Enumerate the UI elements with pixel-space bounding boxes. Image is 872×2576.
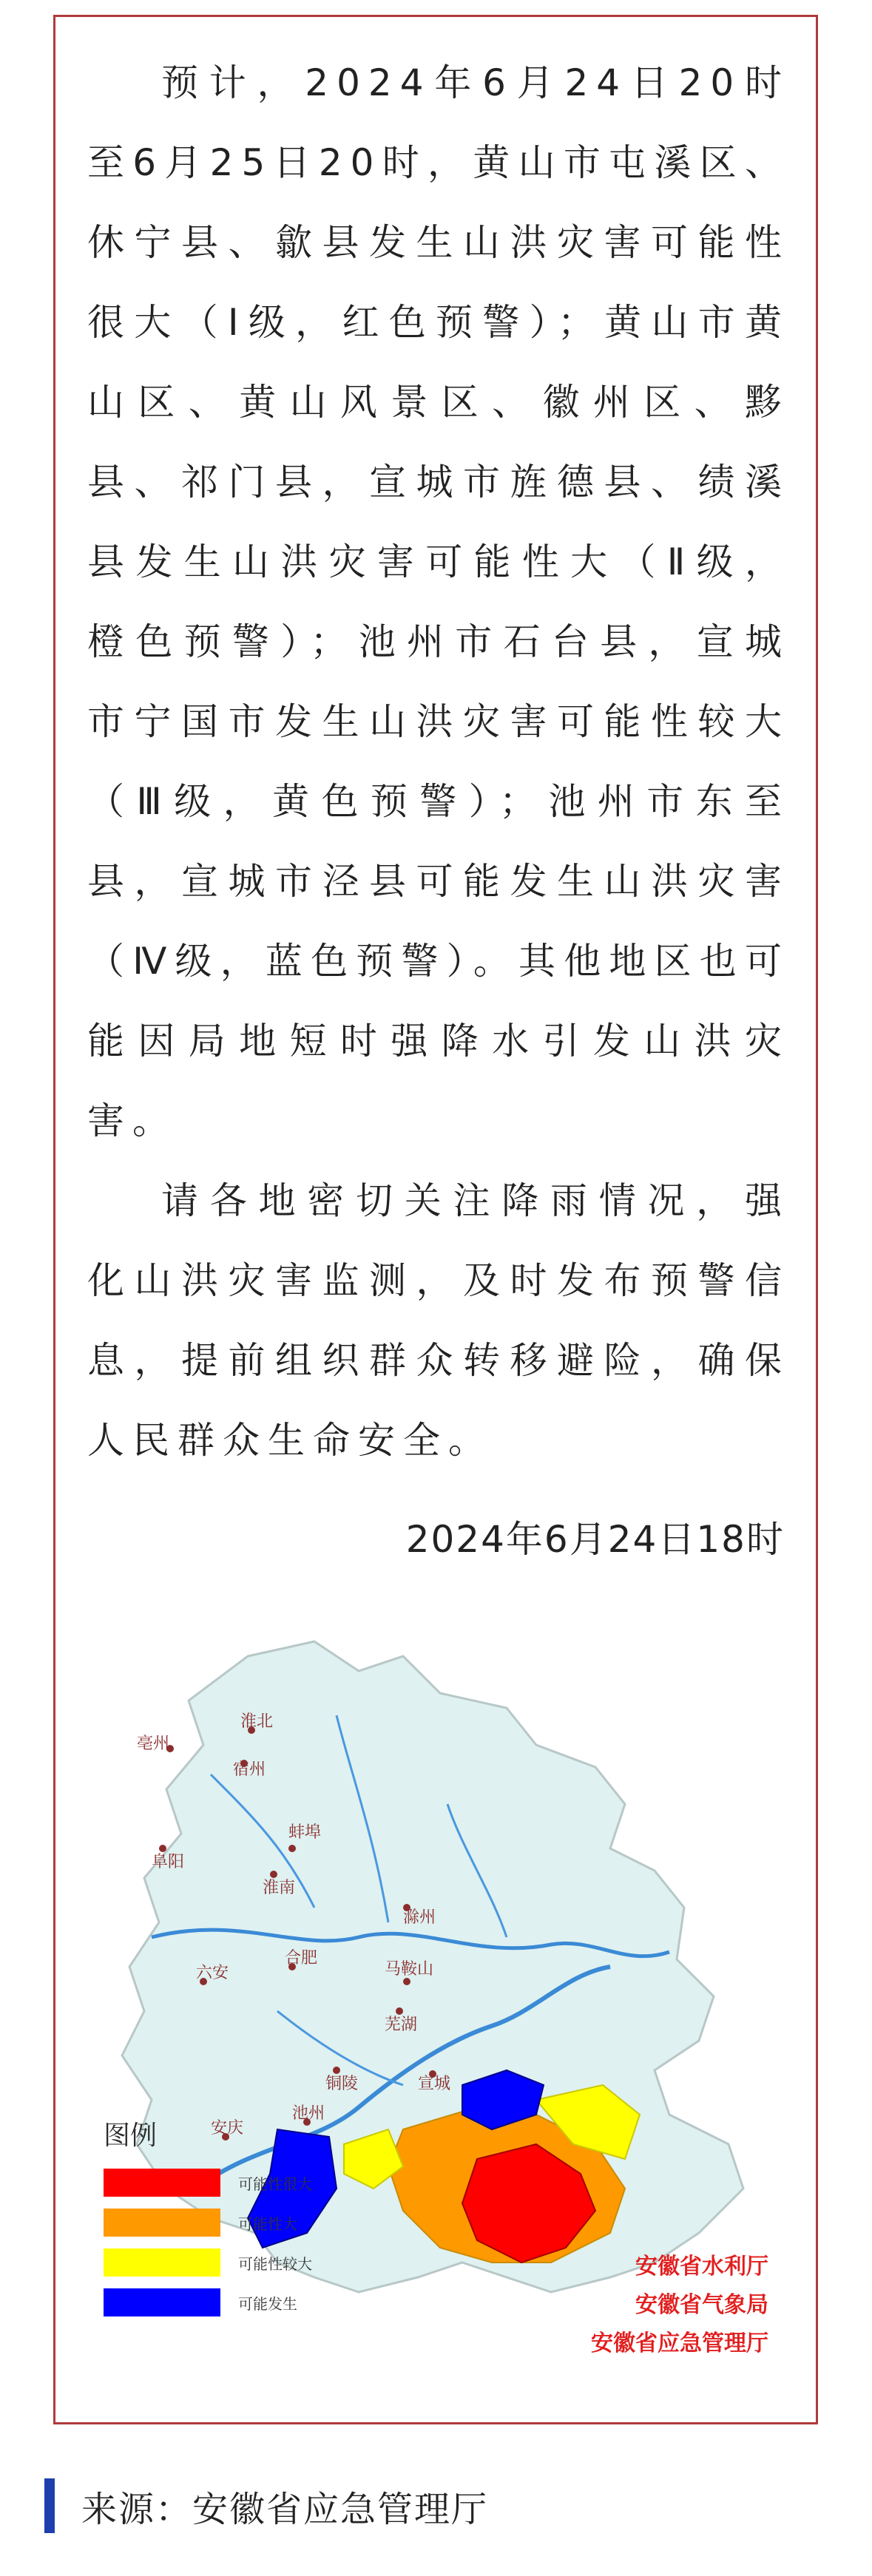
- legend-label: 可能发生: [238, 2294, 297, 2313]
- agency-emergency-management: 安徽省应急管理厅: [591, 2331, 768, 2356]
- city-dot: [270, 1871, 277, 1878]
- legend-swatch: [104, 2209, 220, 2237]
- city-label: 淮北: [240, 1712, 274, 1731]
- city-label: 芜湖: [385, 2016, 418, 2034]
- legend-item-yellow: [104, 2243, 325, 2282]
- city-label: 宿州: [233, 1760, 266, 1779]
- legend-item-red: [104, 2163, 325, 2203]
- city-label: 池州: [292, 2104, 325, 2123]
- map-legend: [104, 2115, 325, 2322]
- article-body: [87, 43, 790, 1480]
- publish-date: 2024年6月24日18时: [405, 1518, 785, 1561]
- city-label: 淮南: [263, 1879, 296, 1897]
- source-accent-bar: [44, 2478, 55, 2533]
- city-label: 宣城: [418, 2075, 451, 2093]
- legend-item-orange: [104, 2203, 325, 2243]
- city-label: 马鞍山: [385, 1960, 434, 1979]
- legend-swatch: [104, 2169, 220, 2197]
- city-label: 滁州: [403, 1908, 436, 1927]
- city-label: 安庆: [211, 2119, 244, 2138]
- city-label: 阜阳: [152, 1853, 185, 1871]
- city-label: 蚌埠: [288, 1823, 322, 1842]
- city-dot: [288, 1845, 296, 1852]
- agency-meteorology: 安徽省气象局: [635, 2292, 768, 2318]
- legend-label: 可能性大: [238, 2214, 297, 2233]
- city-label: 亳州: [137, 1735, 170, 1753]
- legend-swatch: [104, 2288, 220, 2316]
- legend-item-blue: [104, 2282, 325, 2322]
- source-text: 来源：安徽省应急管理厅: [81, 2488, 489, 2530]
- city-dot: [403, 1978, 410, 1985]
- warning-paragraph: 预计，2024年6月24日20时至6月25日20时，黄山市屯溪区、休宁县、歙县发生山洪灾害可能性很大（Ⅰ级，红色预警）；黄山市黄山区、黄山风景区、徽州区、黟县、祁门县，宣城市旌德县、绩溪县发生山洪灾害可能性大（Ⅱ级，橙色预警）；池州市石台县，宣城市宁国市发生山洪灾害可能性较大（Ⅲ级，黄色预警）；池州市东至县，宣城市泾县可能发生山洪灾害（Ⅳ级，蓝色预警）。其他地区也可能因局地短时强降水引发山洪灾害。: [87, 61, 790, 1142]
- city-label: 铜陵: [325, 2075, 359, 2093]
- legend-title: 图例: [104, 2121, 158, 2151]
- city-label: 合肥: [285, 1949, 318, 1967]
- city-label: 六安: [196, 1964, 229, 1982]
- legend-label: 可能性较大: [238, 2254, 312, 2273]
- advice-paragraph: 请各地密切关注降雨情况，强化山洪灾害监测，及时发布预警信息，提前组织群众转移避险，确保人民群众生命安全。: [87, 1179, 790, 1462]
- city-dot: [396, 2007, 403, 2015]
- source-line: [44, 2478, 488, 2533]
- legend-label: 可能性很大: [238, 2175, 312, 2193]
- agency-water-resources: 安徽省水利厅: [635, 2254, 768, 2280]
- city-dot: [333, 2067, 340, 2074]
- legend-swatch: [104, 2248, 220, 2277]
- city-dot: [159, 1845, 166, 1852]
